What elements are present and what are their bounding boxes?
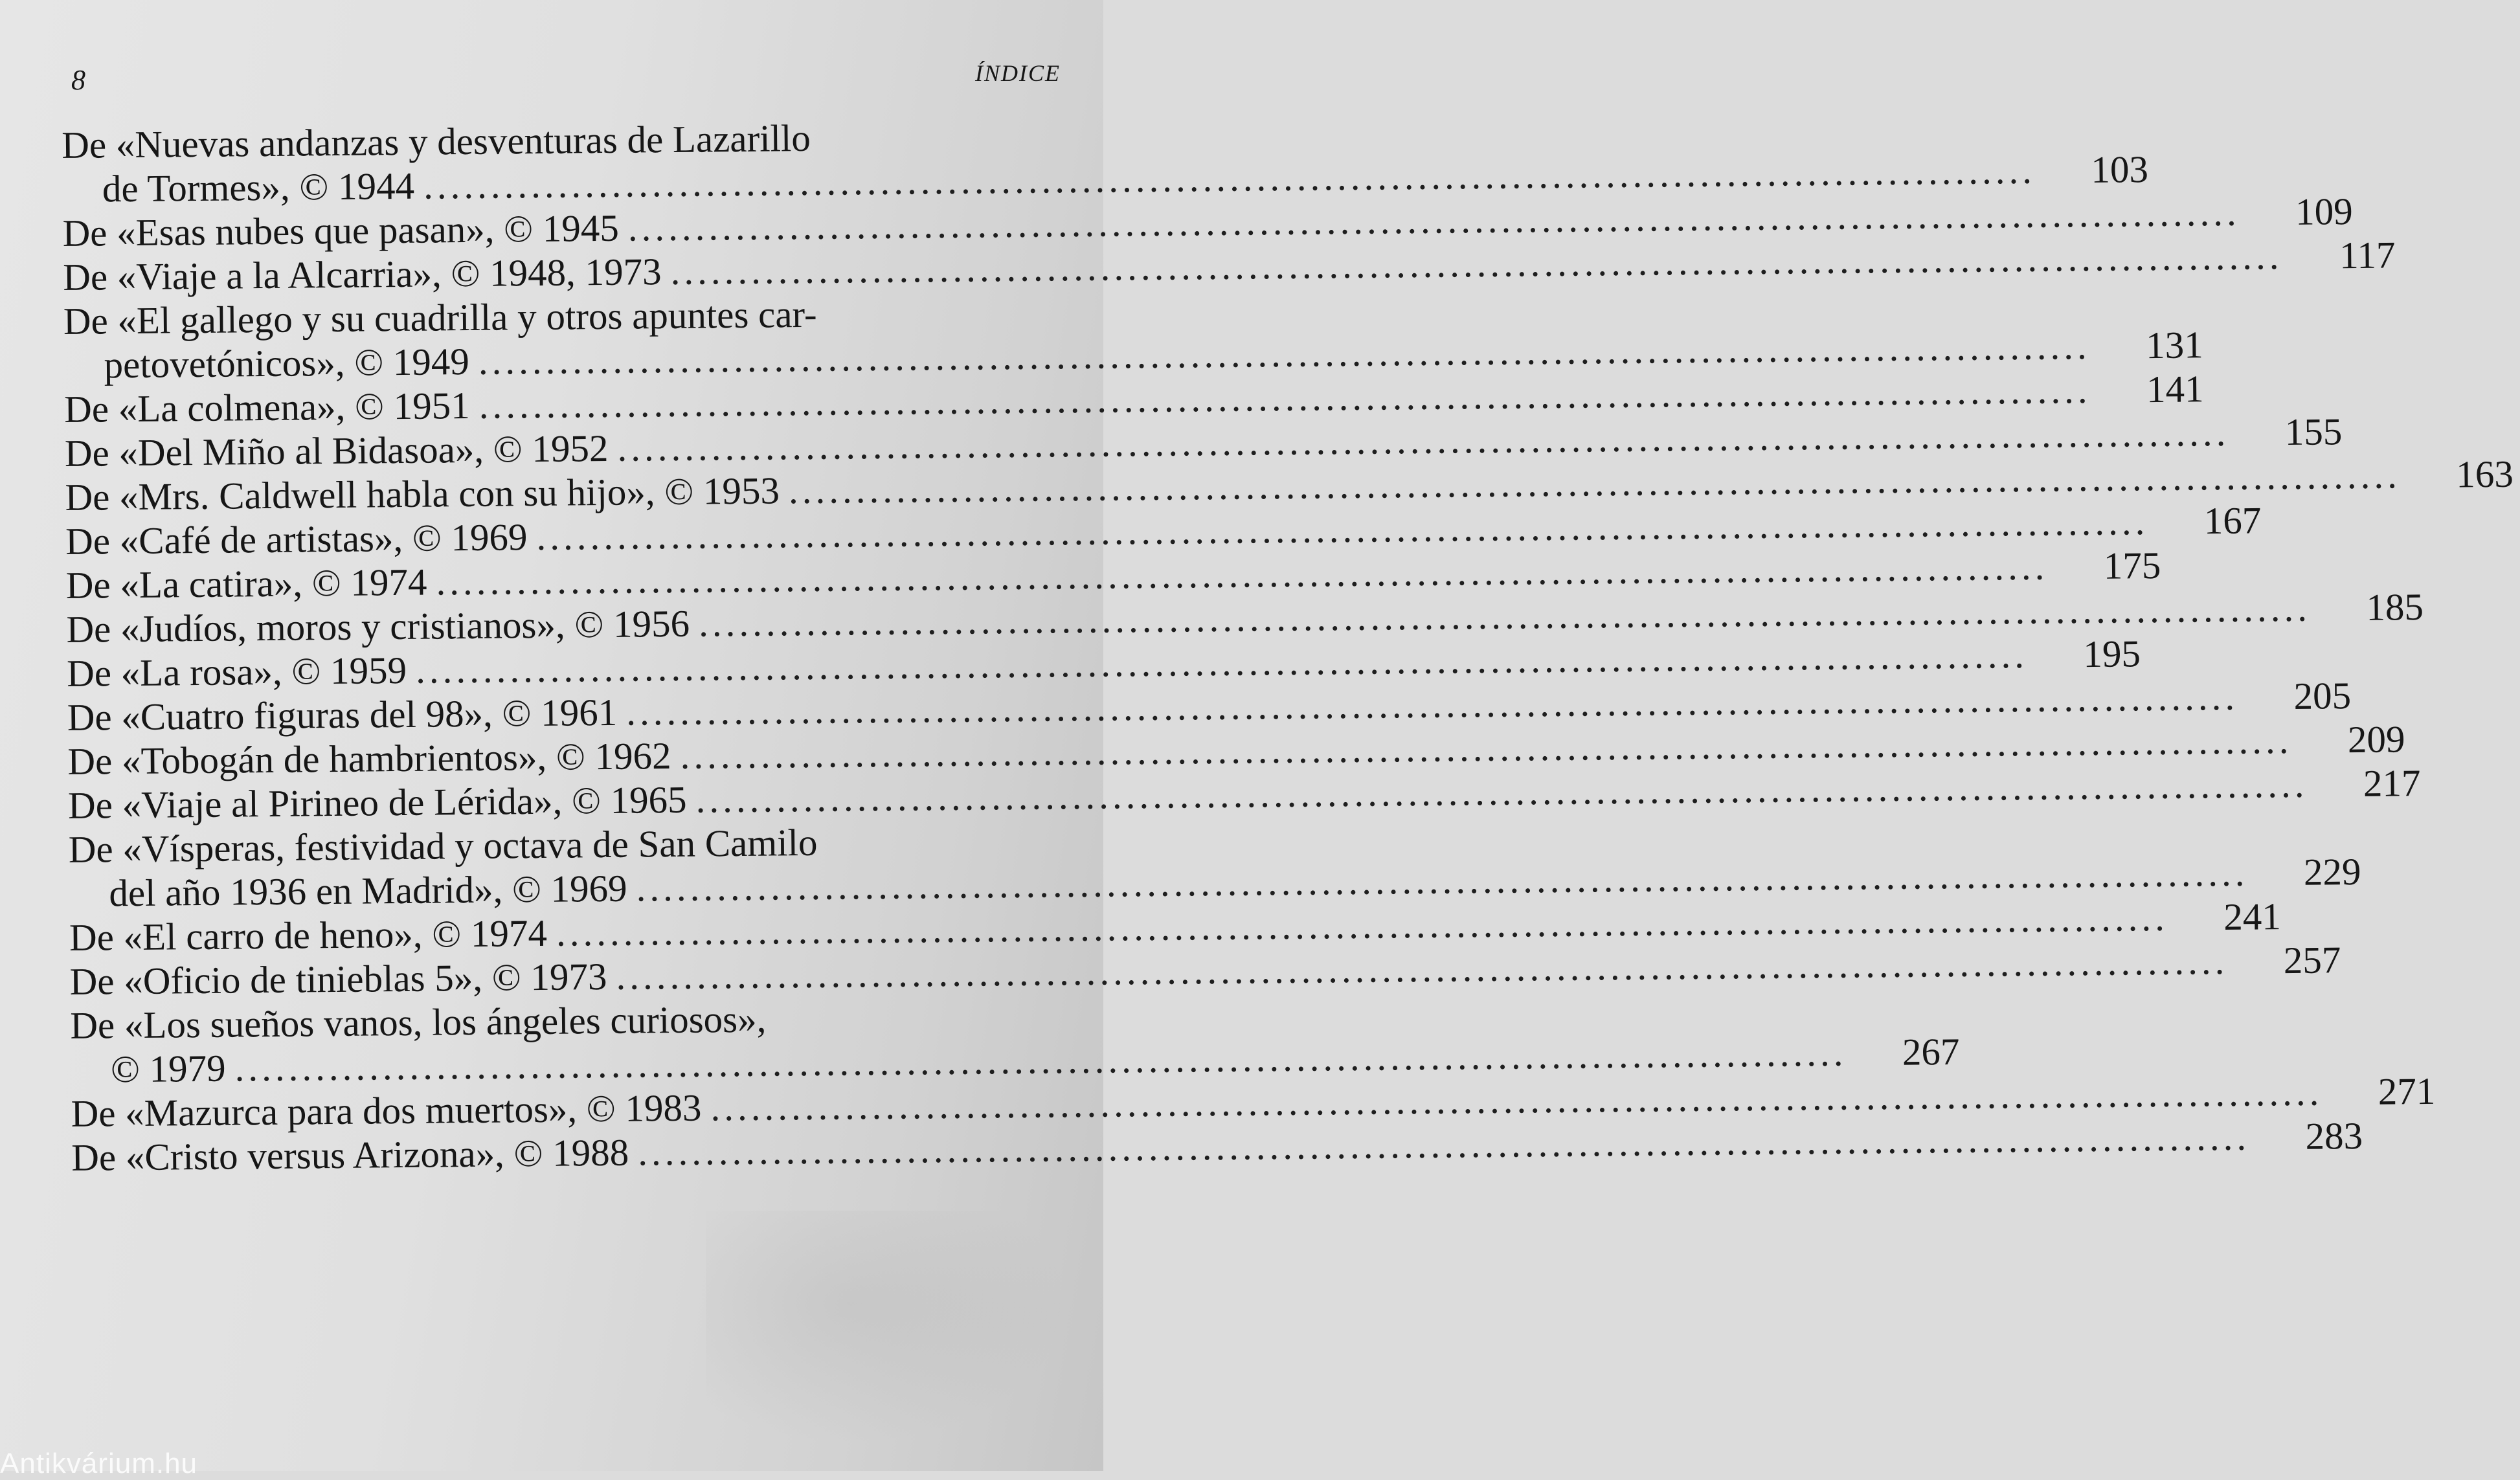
toc-entry — [68, 818, 2361, 915]
toc-entry-title: De «Mrs. Caldwell habla con su hijo», © 1953 — [65, 469, 780, 519]
dot-leader: ........................................................................................................................ — [788, 453, 2402, 512]
toc-entry-title: De «Cuatro figuras del 98», © 1961 — [67, 690, 618, 739]
toc-entry-page: 167 — [2203, 499, 2262, 543]
dot-leader: ........................................................................................................................ — [423, 148, 2036, 207]
show-through-shadow — [706, 1211, 1068, 1444]
toc-entry-page: 109 — [2295, 190, 2353, 233]
dot-leader: ........................................................................................................................ — [536, 500, 2149, 558]
dot-leader: ........................................................................................................................ — [617, 410, 2230, 469]
dot-leader: ........................................................................................................................ — [625, 675, 2239, 734]
toc-entry-title: De «Café de artistas», © 1969 — [65, 515, 528, 563]
toc-entry-title: De «La catira», © 1974 — [65, 560, 427, 607]
dot-leader: ........................................................................................................................ — [680, 718, 2293, 777]
toc-entry — [63, 289, 2204, 387]
toc-entry-title: De «Del Miño al Bidasoa», © 1952 — [64, 426, 609, 475]
dot-leader: ........................................................................................................................ — [478, 324, 2091, 383]
toc-entry — [71, 1114, 2363, 1180]
dot-leader: ........................................................................................................................ — [478, 368, 2091, 427]
dot-leader: ........................................................................................................................ — [636, 851, 2249, 910]
dot-leader: ........................................................................................................................ — [627, 190, 2240, 249]
toc-entry-title: petovetónicos», © 1949 — [104, 339, 470, 387]
toc-entry-page: 117 — [2339, 233, 2396, 277]
toc-entry-title: De «Viaje a la Alcarria», © 1948, 1973 — [62, 250, 662, 298]
watermark: Antikvárium.hu — [0, 1448, 198, 1479]
dot-leader: ........................................................................................................................ — [234, 1031, 1847, 1090]
toc-entry-title: De «Cristo versus Arizona», © 1988 — [71, 1130, 629, 1179]
toc-entry-page: 209 — [2347, 717, 2405, 761]
toc-entry-title: De «La colmena», © 1951 — [63, 383, 470, 431]
toc-entry-title: De «El carro de heno», © 1974 — [69, 911, 548, 959]
toc-entry-page: 205 — [2293, 674, 2352, 717]
dot-leader: ........................................................................................................................ — [556, 895, 2169, 954]
toc-entry-page: 163 — [2455, 452, 2514, 496]
toc-entry-title: De «Esas nubes que pasan», © 1945 — [62, 206, 620, 254]
toc-entry-page: 141 — [2146, 367, 2204, 411]
toc-entry-title: De «Vísperas, festividad y octava de San Camilo — [68, 820, 818, 871]
dot-leader: ........................................................................................................................ — [436, 544, 2049, 603]
toc-entry-page: 217 — [2363, 761, 2421, 805]
toc-entry-title: De «Mazurca para dos muertos», © 1983 — [71, 1086, 702, 1135]
toc-entry-page: 241 — [2223, 895, 2282, 939]
toc-entry-title: De «La rosa», © 1959 — [66, 648, 407, 695]
toc-entry-title: del año 1936 en Madrid», © 1969 — [109, 866, 627, 915]
toc-entry-title: © 1979 — [110, 1046, 226, 1091]
toc-entry-title: De «Viaje al Pirineo de Lérida», © 1965 — [67, 778, 687, 827]
toc-entry-page: 267 — [1902, 1029, 1960, 1073]
dot-leader: ........................................................................................................................ — [415, 633, 2029, 691]
toc-entry-page: 283 — [2305, 1114, 2363, 1158]
page-number: 8 — [71, 64, 85, 96]
toc-entry-line — [71, 1114, 2363, 1180]
toc-entry-page: 257 — [2283, 938, 2341, 982]
running-head: ÍNDICE — [975, 60, 1061, 86]
dot-leader: ........................................................................................................................ — [698, 586, 2312, 645]
toc-entry — [70, 994, 1960, 1092]
toc-entry-page: 195 — [2083, 632, 2141, 676]
toc-entry-title: de Tormes», © 1944 — [102, 164, 415, 210]
dot-leader: ........................................................................................................................ — [695, 762, 2308, 821]
dot-leader: ........................................................................................................................ — [637, 1115, 2251, 1174]
toc-entry-title: De «Oficio de tinieblas 5», © 1973 — [69, 954, 607, 1003]
toc-entry-page: 185 — [2366, 585, 2424, 629]
toc-entry-page: 155 — [2284, 410, 2343, 454]
toc-entry-page: 229 — [2303, 849, 2361, 893]
dot-leader: ........................................................................................................................ — [616, 939, 2229, 998]
toc-entry-page: 131 — [2145, 323, 2204, 367]
toc-entry-title: De «Tobogán de hambrientos», © 1962 — [67, 734, 671, 783]
table-of-contents — [62, 113, 2514, 1180]
toc-entry-title: De «El gallego y su cuadrilla y otros apuntes car- — [63, 292, 817, 342]
dot-leader: ........................................................................................................................ — [710, 1070, 2323, 1129]
toc-entry-title: De «Nuevas andanzas y desventuras de Lazarillo — [62, 116, 811, 166]
toc-entry — [62, 113, 2149, 211]
toc-entry-page: 175 — [2103, 543, 2161, 587]
toc-entry-title: De «Judíos, moros y cristianos», © 1956 — [66, 601, 690, 651]
toc-entry-page: 271 — [2378, 1069, 2436, 1113]
toc-entry-title: De «Los sueños vanos, los ángeles curiosos», — [70, 997, 767, 1047]
dot-leader: ........................................................................................................................ — [670, 234, 2283, 293]
toc-entry-page: 103 — [2091, 148, 2149, 191]
